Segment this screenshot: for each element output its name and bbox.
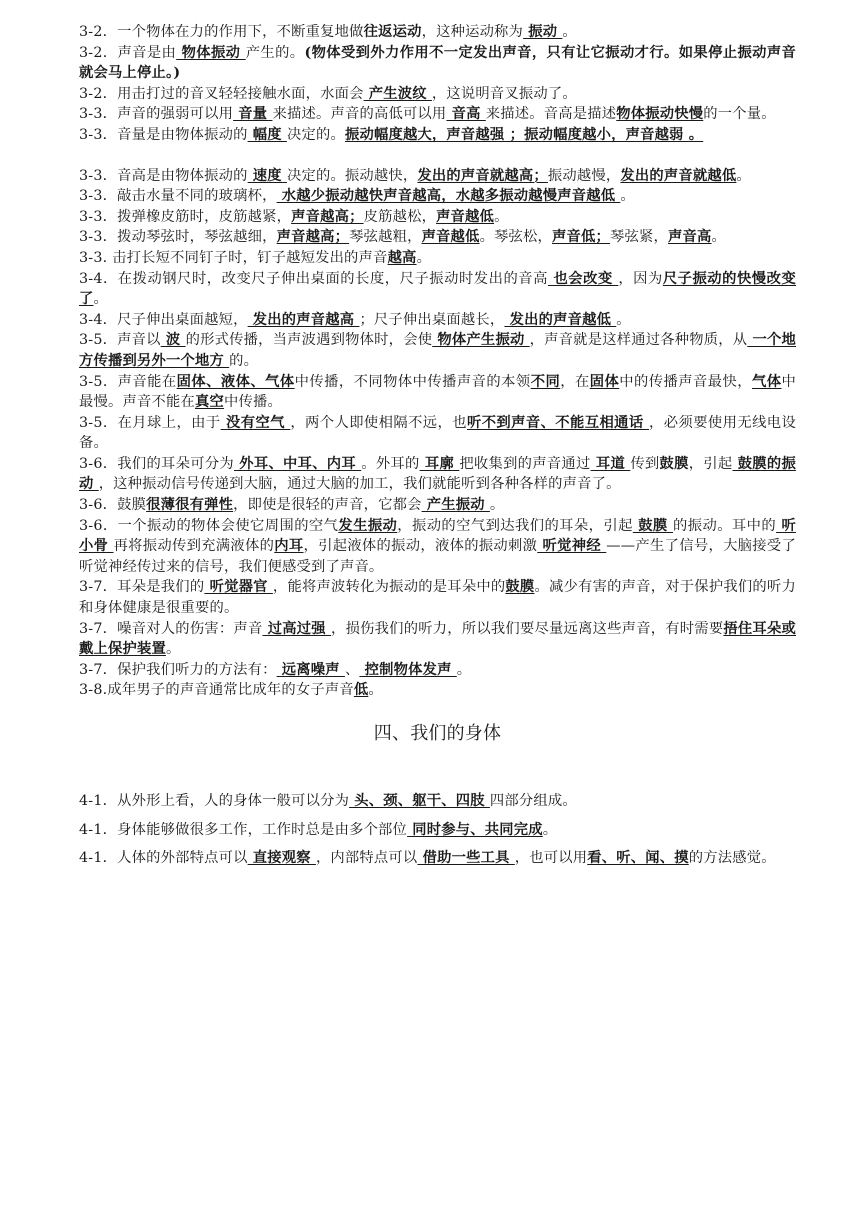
note-text: 。: [542, 821, 558, 838]
key-answer: 越高: [387, 249, 417, 266]
key-answer: 没有空气: [220, 414, 291, 431]
note-text: ，引起液体的振动，液体的振动刺激: [303, 538, 538, 555]
key-answer: 幅度: [247, 126, 287, 143]
note-text: 3-2．一个物体在力的作用下，不断重复地做: [79, 24, 364, 40]
key-answer: 很薄很有弹性: [146, 497, 234, 514]
note-text: 把收集到的声音通过: [459, 455, 591, 472]
key-answer: 声音越高；: [276, 229, 350, 246]
note-text: 产生的。: [245, 44, 305, 61]
note-line: [79, 310, 796, 331]
note-line: [79, 104, 796, 125]
note-line: [79, 454, 796, 495]
note-line: [79, 619, 796, 660]
key-answer: 发生振动: [338, 517, 398, 534]
key-answer: 产生波纹: [363, 85, 432, 102]
key-answer: 直接观察: [247, 850, 316, 867]
note-text: 决定的。: [286, 126, 345, 143]
note-text: ——产生了信号，大脑接受了听觉神经传过来的信号，我们便感受到了声音。: [79, 538, 797, 575]
key-answer: 不同: [530, 373, 561, 390]
note-text: ，损伤我们的听力，所以我们要尽量远离这些声音，有时需要: [331, 620, 724, 637]
note-line: [79, 125, 796, 146]
note-text: 四部分组成。: [489, 793, 577, 809]
note-line: [79, 372, 796, 413]
note-line: [79, 207, 796, 228]
note-text: ，声音就是这样通过各种物质，从: [529, 332, 748, 349]
key-answer: 声音高: [668, 229, 712, 246]
key-answer: 鼓膜: [505, 579, 535, 596]
key-answer: 耳廓: [419, 455, 460, 472]
note-text: 3-7．噪音对人的伤害：声音: [79, 620, 263, 637]
note-text: 。减少有害的声音，对于保护我们的听力和身体健康是很重要的。: [79, 579, 796, 617]
section-body-notes: [79, 791, 796, 869]
key-answer: 捂住耳朵或戴上保护装置: [79, 620, 796, 658]
key-answer: 物体振动快慢: [616, 106, 704, 123]
note-line: [79, 186, 796, 207]
key-answer: 看、听、闻、摸: [587, 850, 689, 867]
note-text: 3-3. 击打长短不同钉子时，钉子越短发出的声音: [79, 249, 388, 266]
note-text: 3-7．保护我们听力的方法有：: [79, 661, 277, 678]
section-heading: 四、我们的身体: [373, 723, 502, 744]
note-line: [79, 516, 796, 578]
key-answer: 鼓膜: [659, 455, 689, 472]
note-text: 3-6．一个振动的物体会使它周围的空气: [79, 517, 339, 534]
key-answer: 物体振动: [176, 44, 246, 61]
note-line: [79, 577, 796, 618]
key-answer: 声音越低: [421, 229, 480, 246]
key-answer: 尺子振动的快慢改变了: [79, 270, 796, 308]
note-text: 4-1．身体能够做很多工作，工作时总是由多个部位: [79, 821, 408, 838]
note-text: ，即使是很轻的声音，它都会: [233, 497, 422, 514]
key-answer: 振动幅度越大，声音越强 ；振动幅度越小，声音越弱 。: [344, 126, 704, 143]
note-text: ，引起: [688, 455, 733, 472]
note-text: 的方法感觉。: [688, 850, 776, 867]
note-text: 3-6．我们的耳朵可分为: [79, 455, 234, 472]
key-answer: 发出的声音越低: [504, 311, 617, 328]
key-answer: 外耳、中耳、内耳: [234, 455, 362, 472]
note-text: ，这说明音叉振动了。: [431, 85, 577, 102]
note-text: ；尺子伸出桌面越长，: [359, 311, 505, 328]
note-text: 。: [489, 497, 505, 514]
key-answer: 同时参与、共同完成: [407, 821, 543, 838]
note-line: [79, 660, 796, 681]
key-answer: 借助一些工具: [417, 850, 515, 867]
key-answer: 也会改变: [547, 270, 619, 287]
note-text: 3-8.成年男子的声音通常比成年的女子声音: [79, 682, 354, 699]
key-answer: 真空: [194, 394, 224, 411]
key-answer: 过高过强: [262, 620, 332, 637]
key-answer: 物体产生振动: [432, 332, 530, 349]
note-text: 3-5．在月球上，由于: [79, 414, 221, 431]
key-answer: 声音越高；: [291, 208, 364, 225]
note-text: 4-1．人体的外部特点可以: [79, 850, 248, 867]
note-text: 的振动。耳中的: [673, 517, 777, 534]
key-answer: 鼓膜的振动: [79, 455, 796, 493]
note-text: 3-3．拨动琴弦时，琴弦越细，: [79, 229, 277, 246]
note-text: 。: [562, 24, 577, 40]
key-answer: 固体: [589, 373, 620, 390]
key-answer: 水越少振动越快声音越高，水越多振动越慢声音越低: [276, 188, 621, 205]
note-text: ，振动的空气到达我们的耳朵，引起: [397, 517, 633, 534]
note-text: 3-2．用击打过的音叉轻轻接触水面，水面会: [79, 85, 364, 102]
note-text: 3-4．尺子伸出桌面越短，: [79, 311, 248, 328]
key-answer: 鼓膜: [632, 517, 674, 534]
key-answer: 波: [160, 332, 186, 349]
note-text: 3-5．声音能在: [79, 373, 177, 390]
note-text: ，内部特点可以: [315, 850, 418, 867]
key-answer: (物体受到外力作用不一定发出声音，只有让它振动才行。如果停止振动声音就会马上停止。): [79, 44, 796, 82]
section-sound-notes: [79, 22, 796, 701]
note-text: 3-3．音高是由物体振动的: [79, 167, 248, 184]
note-text: ，必须要使用无线电设备。: [79, 414, 797, 452]
note-line: [79, 495, 796, 516]
note-text: 3-3．声音的强弱可以用: [79, 106, 234, 123]
note-line: [79, 248, 796, 269]
note-text: 中传播。: [223, 394, 282, 411]
key-answer: 发出的声音就越低: [620, 167, 737, 184]
key-answer: 远离噪声: [276, 661, 345, 678]
note-text: 。: [711, 229, 727, 246]
key-answer: 听小骨: [79, 517, 796, 555]
note-line: [79, 22, 796, 43]
note-text: 振动越慢，: [547, 167, 621, 184]
note-text: 3-6．鼓膜: [79, 497, 147, 514]
note-text: 决定的。振动越快，: [286, 167, 418, 184]
key-answer: 发出的声音越高: [247, 311, 360, 328]
note-text: 来描述。声音的高低可以用: [272, 106, 447, 123]
note-text: ，这种运动称为: [421, 24, 524, 40]
key-answer: 音量: [233, 106, 273, 123]
note-text: 、: [344, 661, 360, 678]
note-text: ，也可以用: [514, 850, 588, 867]
note-text: 。: [620, 188, 635, 205]
note-text: 3-3．敲击水量不同的玻璃杯，: [79, 188, 277, 205]
note-text: 。: [165, 641, 181, 658]
note-text: 3-7．耳朵是我们的: [79, 579, 205, 596]
key-answer: 听觉器官: [204, 579, 273, 596]
note-text: 3-2．声音是由: [79, 44, 177, 61]
note-text: 3-4．在拨动钢尺时，改变尺子伸出桌面的长度，尺子振动时发出的音高: [79, 270, 548, 287]
note-text: 的。: [229, 352, 259, 369]
key-answer: 固体、液体、气体: [176, 373, 295, 390]
note-text: 。: [736, 167, 751, 184]
note-text: 4-1．从外形上看，人的身体一般可以分为: [79, 793, 350, 809]
key-answer: 听不到声音、不能互相通话: [466, 414, 650, 431]
note-text: 3-5．声音以: [79, 332, 161, 349]
key-answer: 头、颈、躯干、四肢: [349, 793, 490, 809]
note-text: ，能将声波转化为振动的是耳朵中的: [272, 579, 506, 596]
key-answer: 内耳: [274, 538, 304, 555]
note-line: [79, 269, 796, 310]
key-answer: 音高: [446, 106, 486, 123]
note-text: 。: [93, 291, 108, 308]
note-text: 中最慢。声音不能在: [79, 373, 797, 411]
note-text: 。琴弦松，: [479, 229, 553, 246]
key-answer: 控制物体发声: [359, 661, 457, 678]
note-line: [79, 680, 796, 701]
key-answer: 声音越低: [436, 208, 495, 225]
note-text: 中的传播声音最快，: [619, 373, 752, 390]
note-line: [79, 43, 796, 84]
note-text: ，两个人即使相隔不远，也: [290, 414, 467, 431]
key-answer: 一个地方传播到另外一个地方: [79, 332, 797, 369]
note-line: [79, 166, 796, 187]
note-line: [79, 413, 796, 454]
key-answer: 发出的声音就越高；: [417, 167, 548, 184]
note-text: 。: [416, 249, 432, 266]
note-line: [79, 820, 796, 841]
key-answer: 产生振动: [421, 497, 490, 514]
note-text: 。: [494, 208, 509, 225]
note-text: 来描述。音高是描述: [485, 106, 617, 123]
note-text: ，在: [560, 373, 590, 390]
key-answer: 耳道: [590, 455, 631, 472]
note-text: 琴弦紧，: [610, 229, 669, 246]
note-line: [79, 227, 796, 248]
note-text: 。: [616, 311, 631, 328]
note-text: 。外耳的: [361, 455, 420, 472]
key-answer: 速度: [247, 167, 287, 184]
key-answer: 振动: [523, 24, 563, 40]
note-line: [79, 848, 796, 869]
note-line: [79, 791, 796, 812]
note-text: 皮筋越松，: [363, 208, 437, 225]
note-line: [79, 330, 796, 371]
key-answer: 气体: [752, 373, 782, 390]
key-answer: 听觉神经: [537, 538, 607, 555]
note-text: 传到: [630, 455, 660, 472]
note-text: 。: [456, 661, 472, 678]
note-text: 琴弦越粗，: [349, 229, 422, 246]
key-answer: 低: [353, 682, 369, 699]
note-text: ，因为: [618, 270, 663, 287]
note-text: 3-3．音量是由物体振动的: [79, 126, 248, 143]
note-text: 中传播，不同物体中传播声音的本领: [294, 373, 531, 390]
note-text: ，这种振动信号传递到大脑，通过大脑的加工，我们就能听到各种各样的声音了。: [98, 476, 621, 493]
note-text: 。: [368, 682, 383, 699]
key-answer: 往返运动: [363, 24, 422, 40]
note-line: [79, 84, 796, 105]
note-text: 3-3．拨弹橡皮筋时，皮筋越紧，: [79, 208, 292, 225]
note-text: 再将振动传到充满液体的: [113, 538, 275, 555]
note-text: 的一个量。: [703, 106, 776, 123]
key-answer: 声音低；: [552, 229, 611, 246]
note-text: 的形式传播，当声波遇到物体时，会使: [185, 332, 433, 349]
